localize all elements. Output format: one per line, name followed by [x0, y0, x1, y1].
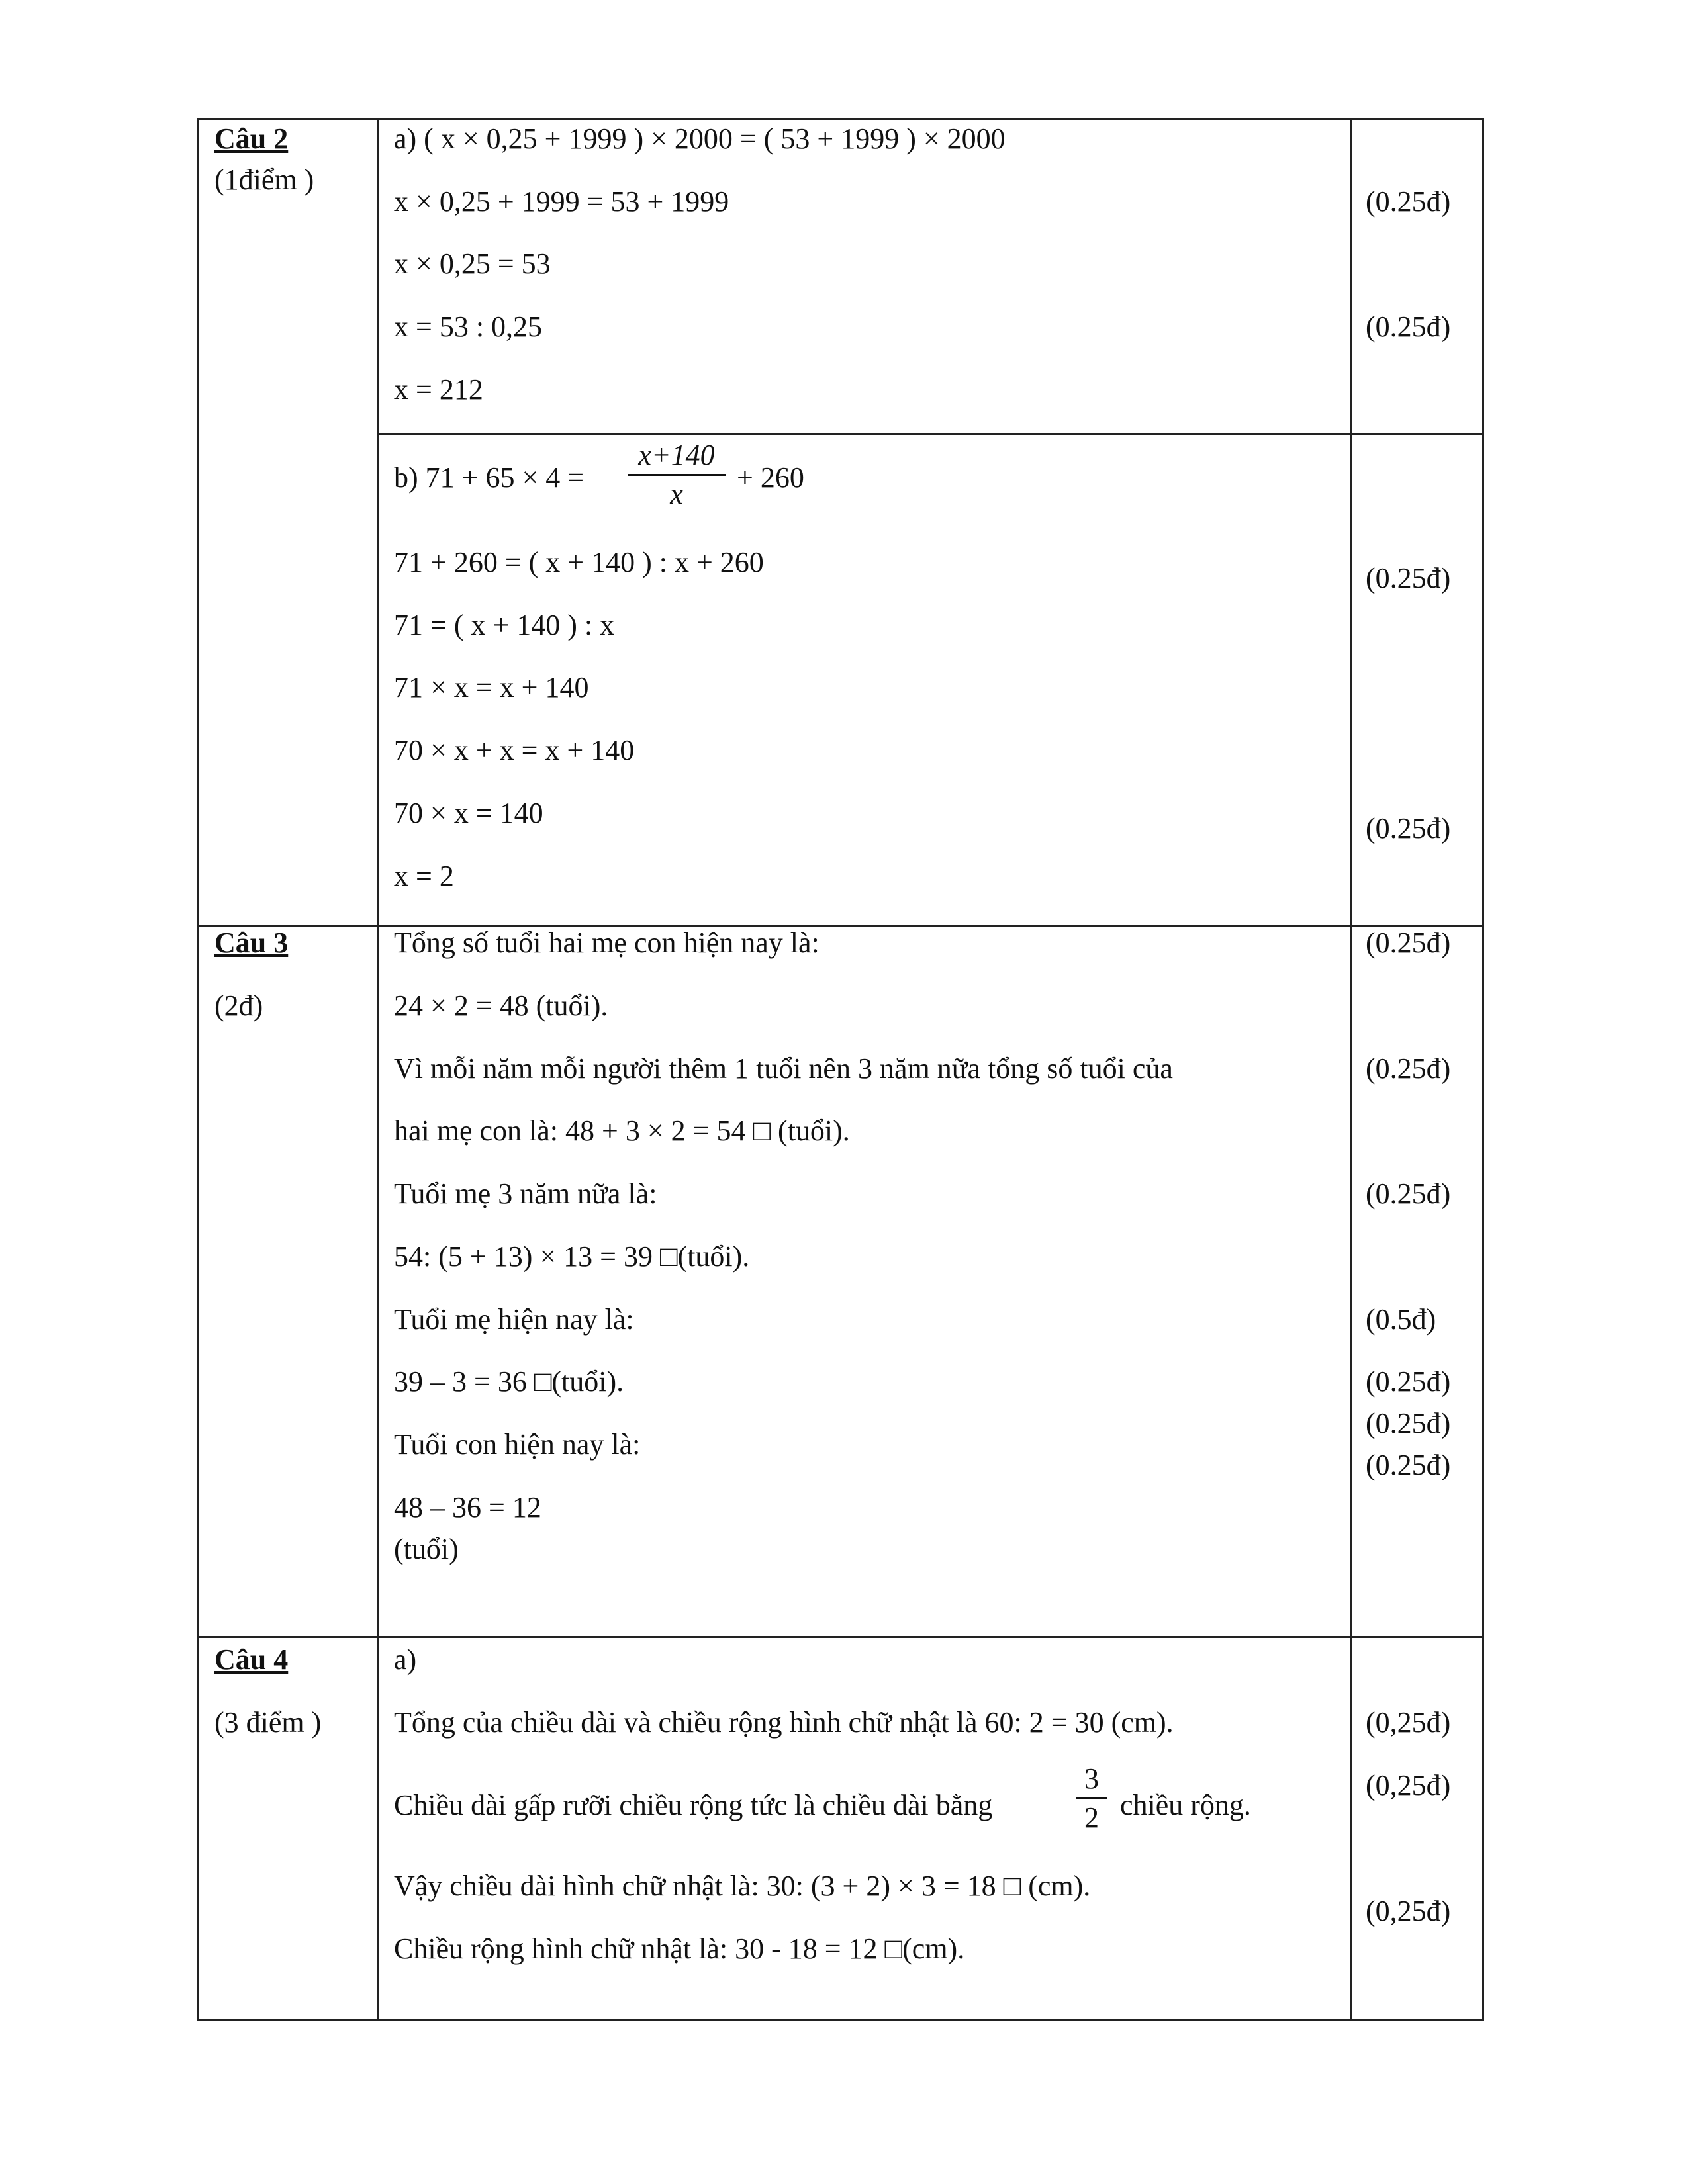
- q2-points: (1điểm ): [214, 163, 314, 196]
- q2b-line-1-prefix: b) 71 + 65 × 4 =: [394, 461, 585, 494]
- q4-line-2: Tổng của chiều dài và chiều rộng hình chữ nhật là 60: 2 = 30 (cm).: [394, 1706, 1174, 1739]
- q2a-line-2: x × 0,25 + 1999 = 53 + 1999: [394, 185, 729, 218]
- q4-points: (3 điểm ): [214, 1706, 322, 1739]
- q4-header: Câu 4: [214, 1643, 289, 1676]
- q3-score-4: (0.5đ): [1366, 1303, 1436, 1336]
- q4-line-4: Chiều rộng hình chữ nhật là: 30 - 18 = 12 □(cm).: [394, 1933, 965, 1965]
- q3-score-2: (0.25đ): [1366, 1052, 1451, 1085]
- q4-score-3: (0,25đ): [1366, 1895, 1451, 1927]
- q3-line-4: hai mẹ con là: 48 + 3 × 2 = 54 □ (tuổi).: [394, 1115, 850, 1147]
- q2b-score-2: (0.25đ): [1366, 812, 1451, 844]
- q3-line-10: 48 – 36 = 12: [394, 1491, 541, 1524]
- q3-line-5: Tuổi mẹ 3 năm nữa là:: [394, 1177, 657, 1210]
- row-divider-q3: [197, 925, 1484, 927]
- q2a-line-5: x = 212: [394, 373, 483, 406]
- q2b-line-6: 70 × x = 140: [394, 797, 543, 829]
- q2a-score-1: (0.25đ): [1366, 185, 1451, 218]
- q3-score-7: (0.25đ): [1366, 1449, 1451, 1481]
- q4-fraction: [1076, 1760, 1107, 1837]
- q4-line-1: a): [394, 1643, 417, 1676]
- q3-line-3: Vì mỗi năm mỗi người thêm 1 tuổi nên 3 năm nữa tổng số tuổi của: [394, 1052, 1173, 1085]
- q2b-fraction: [628, 437, 726, 513]
- q3-line-6: 54: (5 + 13) × 13 = 39 □(tuổi).: [394, 1240, 750, 1273]
- q2b-line-3: 71 = ( x + 140 ) : x: [394, 609, 615, 641]
- q4-score-2: (0,25đ): [1366, 1769, 1451, 1801]
- q3-line-11: (tuổi): [394, 1533, 459, 1565]
- q2a-line-1: a) ( x × 0,25 + 1999 ) × 2000 = ( 53 + 1999 ) × 2000: [394, 122, 1006, 155]
- q2b-fraction-numerator: x+140: [628, 437, 726, 476]
- q2b-line-5: 70 × x + x = x + 140: [394, 734, 635, 766]
- q2b-score-1: (0.25đ): [1366, 562, 1451, 594]
- q3-score-3: (0.25đ): [1366, 1177, 1451, 1210]
- q3-line-1: Tổng số tuổi hai mẹ con hiện nay là:: [394, 927, 820, 959]
- q3-score-5: (0.25đ): [1366, 1365, 1451, 1398]
- q2b-fraction-denominator: x: [670, 478, 683, 510]
- column-divider-1: [377, 118, 379, 2021]
- q2b-line-2: 71 + 260 = ( x + 140 ) : x + 260: [394, 546, 764, 578]
- q3-score-6: (0.25đ): [1366, 1407, 1451, 1439]
- q3-points: (2đ): [214, 989, 263, 1022]
- q4-fraction-denominator: 2: [1084, 1801, 1099, 1834]
- q3-line-9: Tuổi con hiện nay là:: [394, 1428, 641, 1461]
- q3-line-8: 39 – 3 = 36 □(tuổi).: [394, 1365, 624, 1398]
- column-divider-2: [1350, 118, 1352, 2021]
- q3-line-2: 24 × 2 = 48 (tuổi).: [394, 989, 608, 1022]
- q2a-score-2: (0.25đ): [1366, 310, 1451, 343]
- q3-line-7: Tuổi mẹ hiện nay là:: [394, 1303, 634, 1336]
- q2a-line-4: x = 53 : 0,25: [394, 310, 543, 343]
- row-divider-q2b: [377, 433, 1483, 435]
- q4-fraction-line-prefix: Chiều dài gấp rưỡi chiều rộng tức là chiều dài bằng: [394, 1789, 993, 1821]
- q3-score-1: (0.25đ): [1366, 927, 1451, 959]
- q4-score-1: (0,25đ): [1366, 1706, 1451, 1739]
- q2b-line-1-suffix: + 260: [737, 461, 804, 494]
- q4-line-3: Vậy chiều dài hình chữ nhật là: 30: (3 + 2) × 3 = 18 □ (cm).: [394, 1870, 1091, 1902]
- q2b-line-7: x = 2: [394, 860, 454, 892]
- q4-fraction-line-suffix: chiều rộng.: [1120, 1789, 1251, 1821]
- q2b-line-4: 71 × x = x + 140: [394, 671, 589, 704]
- q4-fraction-numerator: 3: [1076, 1760, 1107, 1799]
- q2a-line-3: x × 0,25 = 53: [394, 248, 551, 280]
- row-divider-q4: [197, 1636, 1484, 1638]
- q2-header: Câu 2: [214, 122, 289, 155]
- q3-header: Câu 3: [214, 927, 289, 959]
